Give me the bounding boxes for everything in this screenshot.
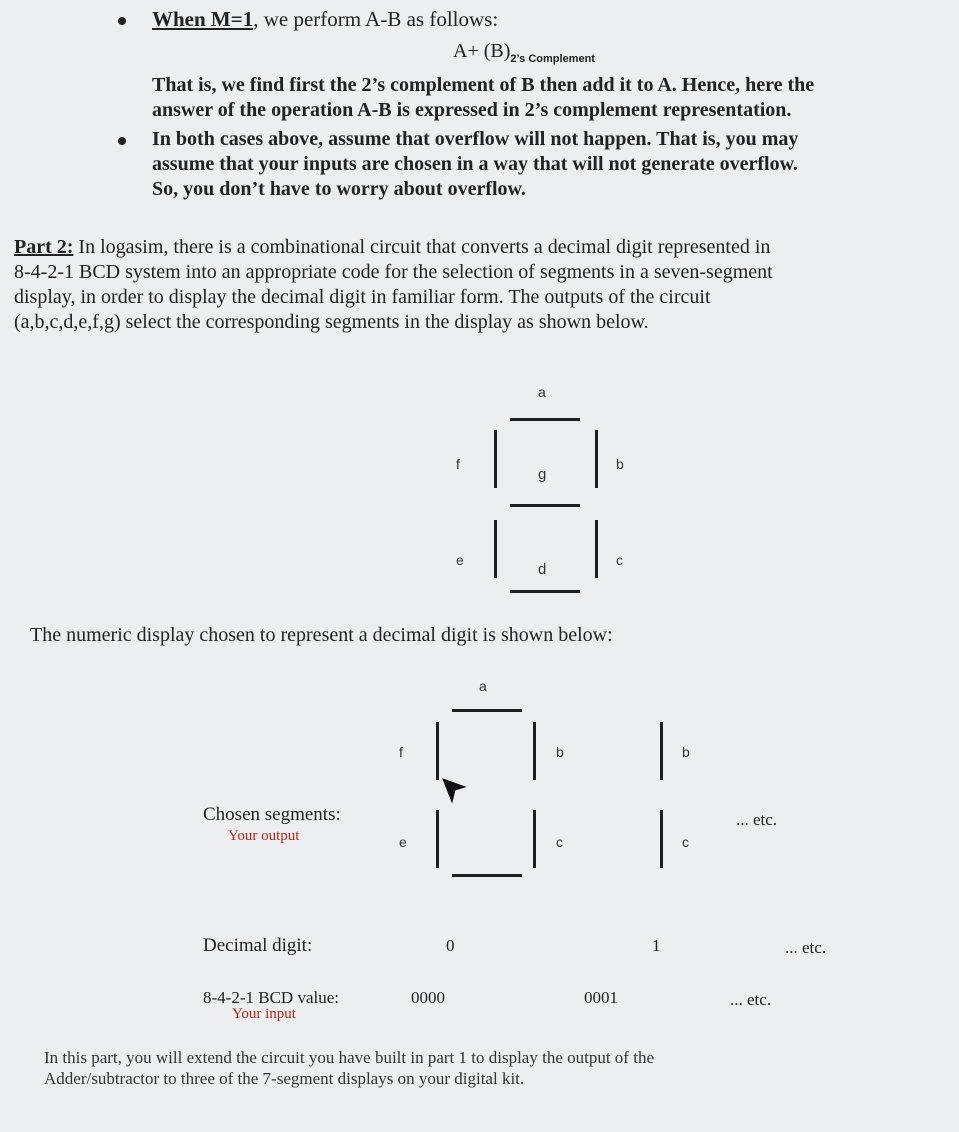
etc-segments: ... etc. (736, 810, 778, 829)
decimal-digit-0: 0 (446, 936, 455, 955)
decimal-digit-1: 1 (652, 936, 661, 955)
numeric-caption: The numeric display chosen to represent a decimal digit is shown below: (30, 624, 613, 646)
formula-sub: 2’s Complement (510, 53, 595, 65)
when-m1-suffix: , we perform A-B as follows: (253, 7, 499, 31)
digit0-label-f: f (399, 744, 403, 760)
digit0-segment-c (533, 810, 536, 868)
footer-line1: In this part, you will extend the circuit you have built in part 1 to display the output of the (44, 1048, 654, 1067)
digit-zero-display (390, 672, 570, 892)
digit1-segment-c (660, 810, 663, 868)
segment-label-e: e (456, 552, 464, 568)
formula-main: A+ (B) (453, 40, 511, 62)
bullet-dot (118, 137, 126, 145)
segment-label-f: f (456, 456, 460, 472)
bullet-when-m1 (152, 8, 498, 31)
etc-bcd: ... etc. (730, 990, 772, 1009)
part2-heading: Part 2: (14, 236, 74, 258)
cursor-arrow-icon (440, 776, 468, 806)
digit0-segment-b (533, 722, 536, 780)
bullet-dot (118, 17, 126, 25)
segment-c (595, 520, 598, 578)
part2-line2: 8-4-2-1 BCD system into an appropriate code for the selection of segments in a seven-segment (14, 261, 773, 283)
second-bullet-line3: So, you don’t have to worry about overflow. (152, 178, 526, 200)
digit0-label-a: a (479, 678, 487, 694)
segment-f (494, 430, 497, 488)
digit0-segment-f (436, 722, 439, 780)
digit0-segment-e (436, 810, 439, 868)
digit0-label-b: b (556, 744, 564, 760)
segment-label-b: b (616, 456, 624, 472)
bcd-value-0: 0000 (411, 988, 445, 1007)
segment-e (494, 520, 497, 578)
digit0-label-e: e (399, 834, 407, 850)
segment-a (510, 418, 580, 421)
digit0-label-c: c (556, 834, 563, 850)
your-input-note: Your input (232, 1006, 296, 1022)
part2-line3: display, in order to display the decimal digit in familiar form. The outputs of the circuit (14, 286, 711, 308)
digit0-segment-d (452, 874, 522, 877)
part2-line1-text: In logasim, there is a combinational circuit that converts a decimal digit represented in (73, 236, 771, 258)
your-output-note: Your output (228, 828, 300, 844)
bcd-value-label: 8-4-2-1 BCD value: (203, 988, 339, 1007)
digit0-segment-a (452, 709, 522, 712)
segment-label-a: a (538, 384, 546, 400)
footer-line2: Adder/subtractor to three of the 7-segment displays on your digital kit. (44, 1069, 525, 1088)
part2-line1 (14, 236, 770, 259)
decimal-digit-label: Decimal digit: (203, 935, 313, 956)
digit1-label-c: c (682, 834, 689, 850)
second-bullet-line1: In both cases above, assume that overflow will not happen. That is, you may (152, 128, 799, 150)
when-m1-label: When M=1 (152, 7, 254, 31)
digit1-label-b: b (682, 744, 690, 760)
digit1-segment-b (660, 722, 663, 780)
segment-b (595, 430, 598, 488)
first-para-line1: That is, we find first the 2’s complement of B then add it to A. Hence, here the (152, 74, 815, 96)
etc-decimal: ... etc. (785, 938, 827, 957)
formula (453, 40, 595, 71)
part2-line4: (a,b,c,d,e,f,g) select the corresponding segments in the display as shown below. (14, 311, 649, 333)
chosen-segments-label: Chosen segments: (203, 804, 341, 825)
second-bullet-line2: assume that your inputs are chosen in a way that will not generate overflow. (152, 153, 798, 175)
segment-g (510, 504, 580, 507)
segment-label-d: d (538, 561, 547, 578)
seven-segment-diagram (440, 380, 640, 610)
segment-d (510, 590, 580, 593)
first-para-line2: answer of the operation A-B is expressed in 2’s complement representation. (152, 99, 792, 121)
bcd-value-1: 0001 (584, 988, 618, 1007)
digit-one-display (640, 672, 720, 892)
segment-label-g: g (538, 466, 547, 483)
segment-label-c: c (616, 552, 623, 568)
